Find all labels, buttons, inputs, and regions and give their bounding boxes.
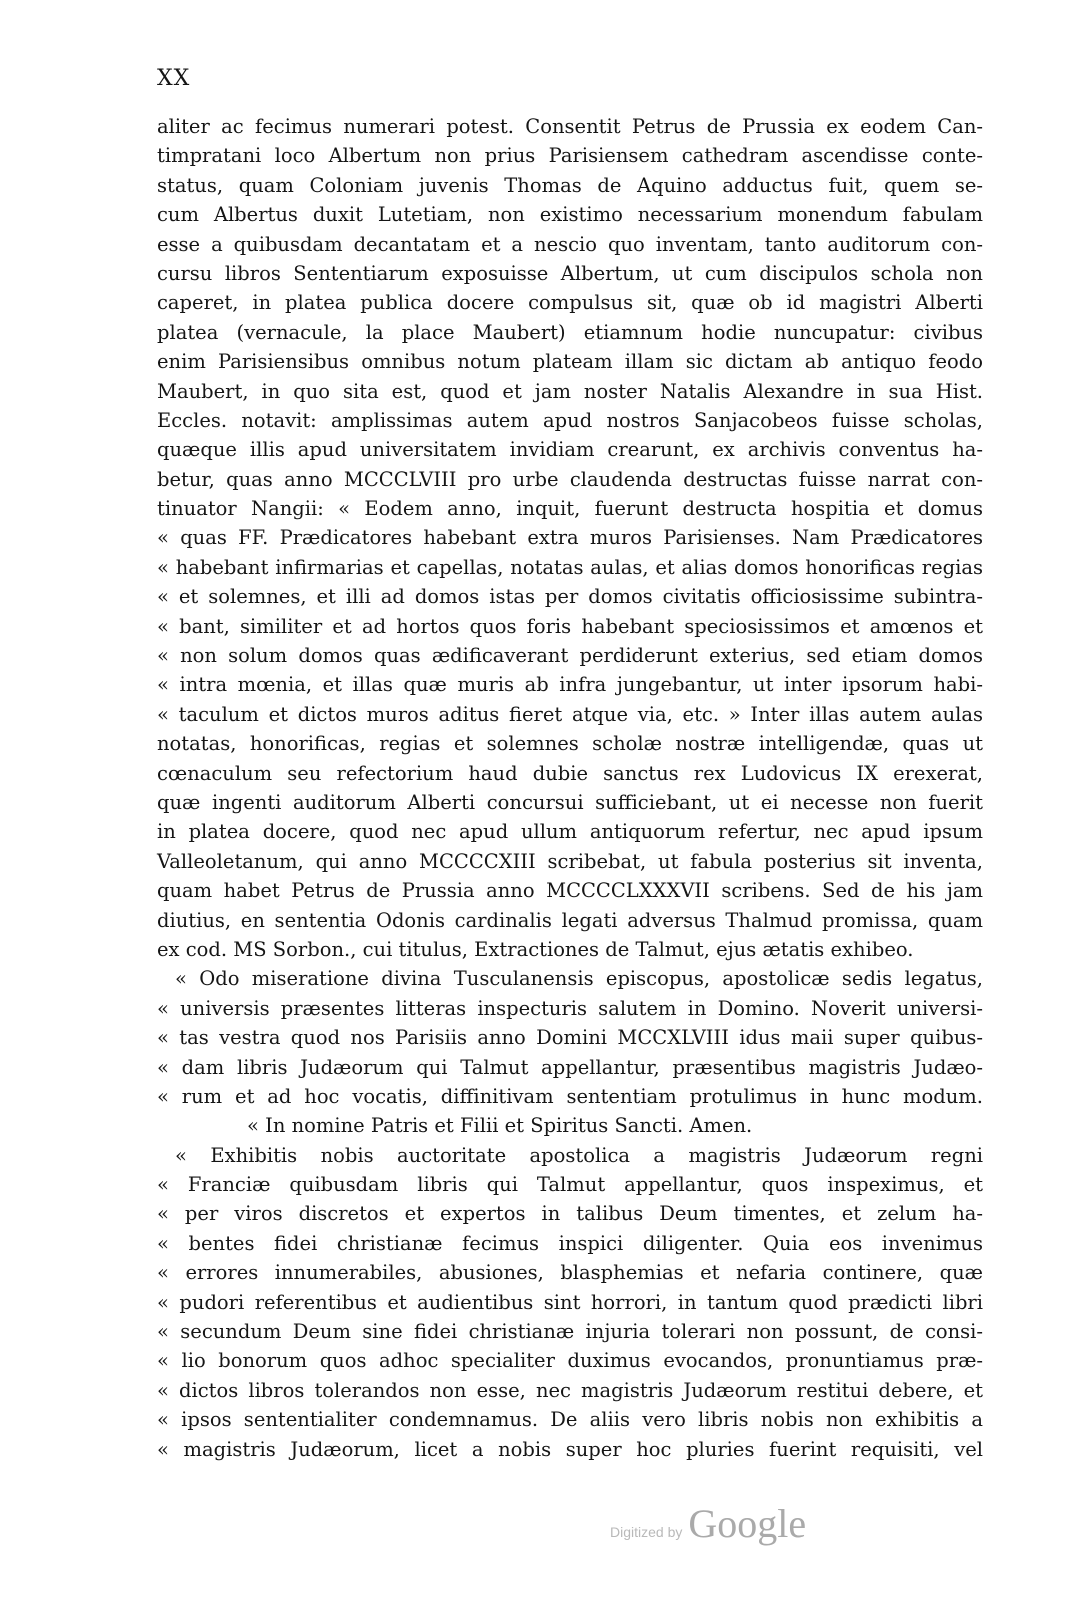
text-line: ex cod. MS Sorbon., cui titulus, Extractiones de Talmut, ejus ætatis exhibeo. [157,937,914,961]
text-line: platea (vernacule, la place Maubert) etiamnum hodie nuncupatur: civibus [157,320,983,344]
text-line: « ipsos sententialiter condemnamus. De aliis vero libris nobis non exhibitis a [157,1408,983,1432]
text-line: « per viros discretos et expertos in talibus Deum timentes, et zelum ha- [157,1202,983,1226]
text-line: diutius, en sententia Odonis cardinalis legati adversus Thalmud promissa, quam [157,908,983,932]
text-line: betur, quas anno MCCCLVIII pro urbe claudenda destructas fuisse narrat con- [157,467,983,491]
text-line: « bentes fidei christianæ fecimus inspici diligenter. Quia eos invenimus [157,1231,983,1255]
text-line: quam habet Petrus de Prussia anno MCCCCLXXXVII scribens. Sed de his jam [157,879,983,903]
text-line: « Odo miseratione divina Tusculanensis episcopus, apostolicæ sedis legatus, [175,967,983,991]
text-line: Valleoletanum, qui anno MCCCCXIII scribebat, ut fabula posterius sit inventa, [157,849,983,873]
text-line: « pudori referentibus et audientibus sint horrori, in tantum quod prædicti libri [157,1290,983,1314]
text-line: cum Albertus duxit Lutetiam, non existimo necessarium monendum fabulam [157,203,983,227]
text-line: « dam libris Judæorum qui Talmut appellantur, præsentibus magistris Judæo- [157,1055,983,1079]
google-logo: Google [688,1501,807,1546]
text-line: quæ ingenti auditorum Alberti concursui sufficiebant, ut ei necesse non fuerit [157,790,983,814]
text-line: in platea docere, quod nec apud ullum antiquorum refertur, nec apud ipsum [157,820,983,844]
text-line: esse a quibusdam decantatam et a nescio quo inventam, tanto auditorum con- [157,232,983,256]
text-line: aliter ac fecimus numerari potest. Consentit Petrus de Prussia ex eodem Can- [157,115,983,138]
text-line: « In nomine Patris et Filii et Spiritus Sancti. Amen. [247,1114,753,1138]
text-line: enim Parisiensibus omnibus notum plateam illam sic dictam ab antiquo feodo [157,350,983,374]
text-line: « et solemnes, et illi ad domos istas per domos civitatis officiosissime subintra- [157,585,983,609]
text-line: « universis præsentes litteras inspecturis salutem in Domino. Noverit universi- [157,996,983,1020]
text-line: status, quam Coloniam juvenis Thomas de Aquino adductus fuit, quem se- [157,173,983,197]
text-line: cœnaculum seu refectorium haud dubie sanctus rex Ludovicus IX erexerat, [157,761,983,785]
text-line: « lio bonorum quos adhoc specialiter duximus evocandos, pronuntiamus præ- [157,1349,983,1373]
text-line: « rum et ad hoc vocatis, diffinitivam sententiam protulimus in hunc modum. [157,1084,983,1108]
text-line: « quas FF. Prædicatores habebant extra muros Parisienses. Nam Prædicatores [157,526,983,550]
text-line: « intra mœnia, et illas quæ muris ab infra jungebantur, ut inter ipsorum habi- [157,673,983,697]
text-line: « errores innumerabiles, abusiones, blasphemias et nefaria continere, quæ [157,1261,983,1285]
page-number: XX [157,66,191,91]
text-line: « habebant infirmarias et capellas, notatas aulas, et alias domos honorificas regias [157,555,983,579]
text-line: « magistris Judæorum, licet a nobis super hoc pluries fuerint requisiti, vel [157,1437,983,1461]
text-line: tinuator Nangii: « Eodem anno, inquit, fuerunt destructa hospitia et domus [157,497,983,521]
text-line: timpratani loco Albertum non prius Parisiensem cathedram ascendisse conte- [157,144,983,168]
text-line: « Franciæ quibusdam libris qui Talmut appellantur, quos inspeximus, et [157,1173,983,1197]
text-line: « tas vestra quod nos Parisiis anno Domini MCCXLVIII idus maii super quibus- [157,1026,983,1050]
watermark-prefix: Digitized by [610,1524,683,1540]
text-line: notatas, honorificas, regias et solemnes scholæ nostræ intelligendæ, quas ut [157,732,983,756]
google-watermark [610,1500,806,1547]
text-line: « secundum Deum sine fidei christianæ injuria tolerari non possunt, de consi- [157,1320,983,1344]
text-line: « Exhibitis nobis auctoritate apostolica a magistris Judæorum regni [175,1143,983,1167]
text-line: quæque illis apud universitatem invidiam crearunt, ex archivis conventus ha- [157,438,983,462]
text-line: « non solum domos quas ædificaverant perdiderunt exterius, sed etiam domos [157,644,983,668]
text-line: « bant, similiter et ad hortos quos foris habebant speciosissimos et amœnos et [157,614,983,638]
text-line: Eccles. notavit: amplissimas autem apud nostros Sanjacobeos fuisse scholas, [157,408,983,432]
text-line: « dictos libros tolerandos non esse, nec magistris Judæorum restitui debere, et [157,1378,983,1402]
text-line: Maubert, in quo sita est, quod et jam noster Natalis Alexandre in sua Hist. [157,379,983,403]
text-line: « taculum et dictos muros aditus fieret atque via, etc. » Inter illas autem aulas [157,702,983,726]
body-text [157,112,983,1464]
text-line: caperet, in platea publica docere compulsus sit, quæ ob id magistri Alberti [157,291,983,315]
text-line: cursu libros Sententiarum exposuisse Albertum, ut cum discipulos schola non [157,261,983,285]
